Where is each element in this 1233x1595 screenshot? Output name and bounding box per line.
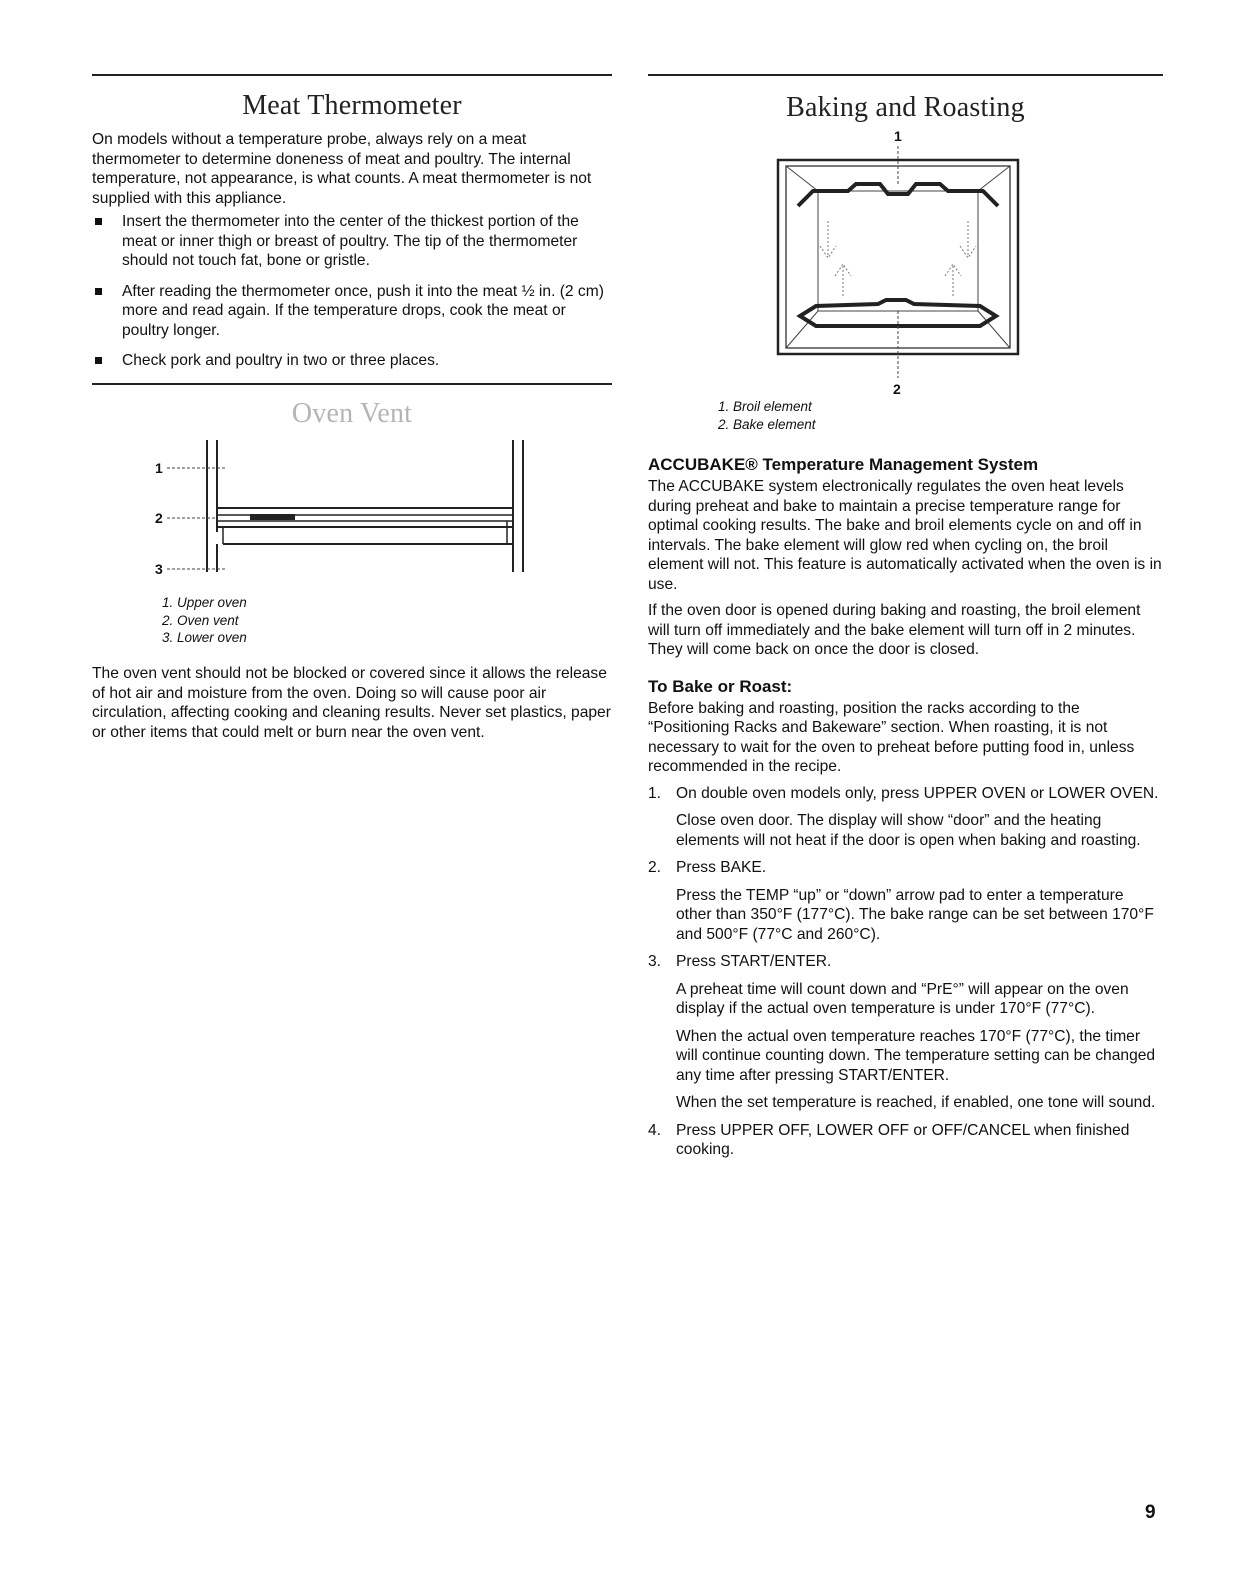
list-item: After reading the thermometer once, push it into the meat ½ in. (2 cm) more and read again. If the temperature drops, cook the meat or poultry longer. (92, 282, 612, 341)
accubake-paragraph-1: The ACCUBAKE system electronically regulates the oven heat levels during preheat and bake to maintain a precise temperature range for optimal cooking results. The bake and broil elements cycle on and off in intervals. The bake element will glow red when cycling on, the broil element will not. This feature is automatically activated when the oven is in use. (648, 478, 1162, 593)
step-item: 3. Press START/ENTER. A preheat time will count down and “PrE°” will appear on the oven display if the actual oven temperature is under 170°F (77°C). When the actual oven temperature reaches 170°F (77°C), the timer will continue counting down. The temperature setting can be changed any time after pressing START/ENTER. When the set temperature is reached, if enabled, one tone will sound. (648, 953, 1156, 1111)
callout-3: 3 (155, 561, 163, 577)
list-item: Check pork and poultry in two or three places. (92, 351, 612, 371)
caption-upper-oven: 1. Upper oven (162, 595, 247, 610)
accubake-paragraph-2: If the oven door is opened during baking and roasting, the broil element will turn off immediately and the bake element will turn off in 2 minutes. They will come back on once the door is closed. (648, 602, 1141, 658)
callout-1: 1 (155, 460, 163, 476)
top-rule-right (648, 74, 1163, 76)
page-number: 9 (1145, 1502, 1156, 1523)
oven-vent-body: The oven vent should not be blocked or covered since it allows the release of hot air and moisture from the oven. Doing so will cause poor air circulation, affecting cooking and cleaning results. Never set plastics, paper or other items that could melt or burn near the oven vent. (92, 665, 611, 741)
accubake-heading: ACCUBAKE® Temperature Management System (648, 455, 1039, 474)
meat-thermometer-bullets (92, 212, 612, 371)
bake-roast-steps (648, 784, 1163, 1160)
meat-thermometer-title: Meat Thermometer (242, 90, 462, 121)
baking-roasting-title: Baking and Roasting (786, 92, 1025, 123)
bullet-square-icon (95, 288, 102, 295)
bake-roast-intro: Before baking and roasting, position the racks according to the “Positioning Racks and Bakeware” section. When roasting, it is not necessary to wait for the oven to preheat before putting food in, unless recommended in the recipe. (648, 699, 1135, 775)
callout-bake: 2 (893, 381, 901, 397)
vent-opening-shape (250, 514, 295, 520)
caption-lower-oven: 3. Lower oven (162, 630, 247, 645)
oven-vent-title: Oven Vent (291, 398, 413, 429)
oven-vent-rule (92, 383, 612, 385)
meat-thermometer-intro: On models without a temperature probe, always rely on a meat thermometer to determine doneness of meat and poultry. The internal temperature, not appearance, is what counts. A meat thermometer is not supplied with this appliance. (92, 131, 592, 207)
top-rule-left (92, 74, 612, 76)
caption-bake-element: 2. Bake element (718, 416, 816, 432)
oven-elements-diagram (768, 146, 1028, 381)
baking-diagram-captions (718, 398, 816, 433)
bake-roast-heading: To Bake or Roast: (648, 676, 793, 696)
callout-broil: 1 (894, 128, 902, 144)
accubake-section (648, 454, 1163, 1168)
oven-vent-captions (162, 594, 247, 647)
step-item: 1. On double oven models only, press UPPER OVEN or LOWER OVEN. Close oven door. The display will show “door” and the heating elements will not heat if the door is open when baking and roasting. (648, 784, 1159, 849)
caption-broil-element: 1. Broil element (718, 399, 812, 414)
broil-element-shape (798, 184, 998, 206)
bullet-square-icon (95, 218, 102, 225)
callout-2: 2 (155, 510, 163, 526)
step-item: 2. Press BAKE. Press the TEMP “up” or “down” arrow pad to enter a temperature other than 350°F (177°C). The bake range can be set between 170°F and 500°F (77°C and 260°C). (648, 859, 1154, 943)
meat-thermometer-section (92, 130, 612, 371)
step-item: 4. Press UPPER OFF, LOWER OFF or OFF/CANCEL when finished cooking. (648, 1121, 1130, 1158)
bullet-square-icon (95, 357, 102, 364)
oven-vent-diagram (145, 432, 565, 582)
list-item: Insert the thermometer into the center of the thickest portion of the meat or inner thigh or breast of poultry. The tip of the thermometer should not touch fat, bone or gristle. (92, 212, 612, 271)
caption-oven-vent: 2. Oven vent (162, 612, 239, 628)
